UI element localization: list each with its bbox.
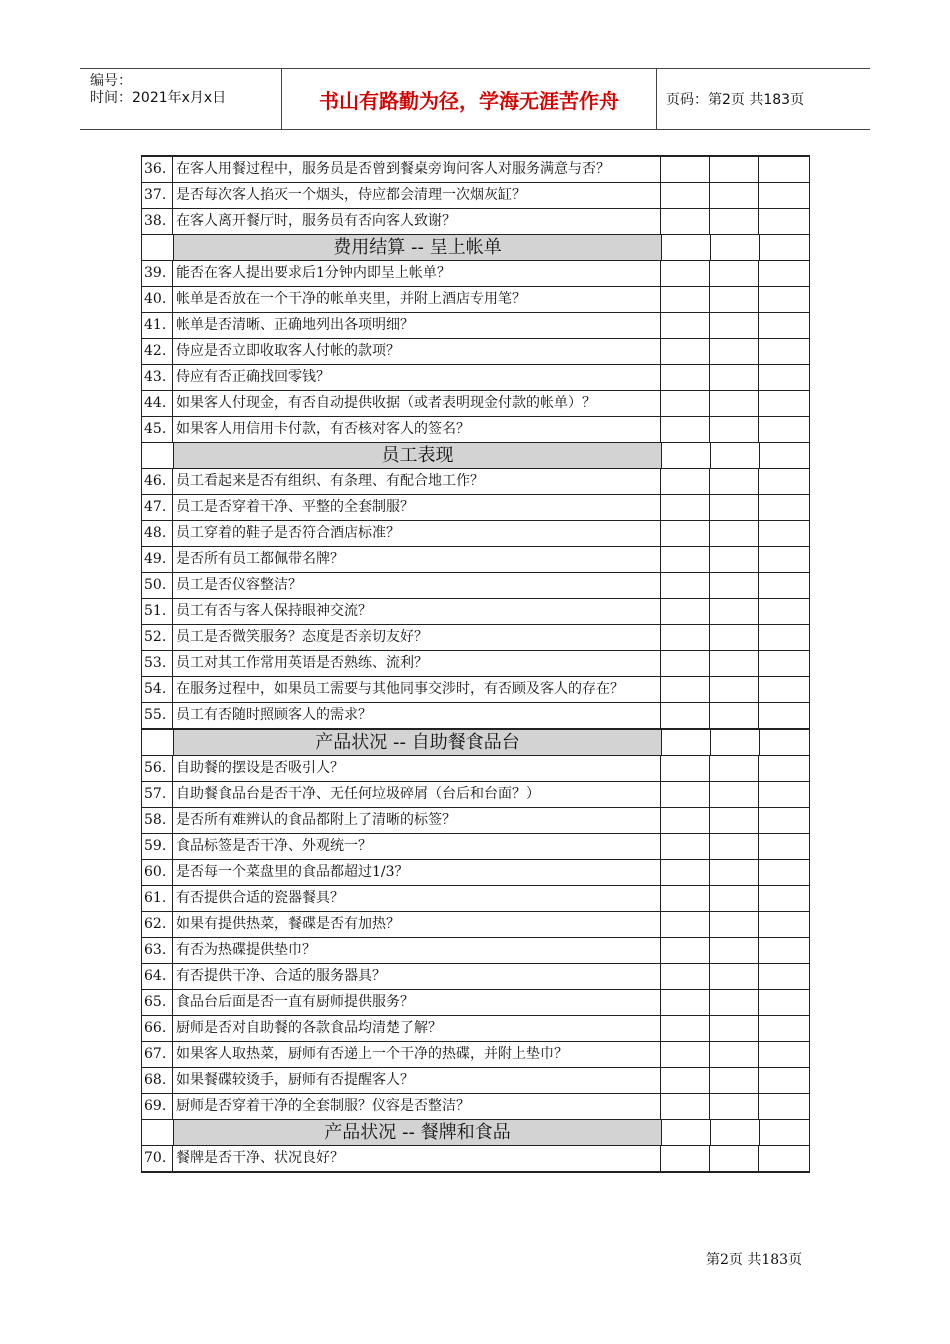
check-cell[interactable] — [710, 339, 759, 364]
item-question: 能否在客人提出要求后1分钟内即呈上帐单？ — [173, 261, 661, 286]
check-cell[interactable] — [759, 912, 807, 937]
item-question: 如果客人用信用卡付款，有否核对客人的签名？ — [173, 417, 661, 442]
item-number: 49. — [142, 547, 173, 572]
check-cell[interactable] — [662, 443, 711, 468]
checklist-row — [142, 365, 809, 391]
document-number-label: 编号： — [90, 73, 132, 89]
page-header — [80, 68, 870, 130]
check-cell[interactable] — [760, 1120, 808, 1145]
item-number: 44. — [142, 391, 173, 416]
check-cell[interactable] — [661, 157, 710, 182]
checklist-row — [142, 834, 809, 860]
item-number: 66. — [142, 1016, 173, 1041]
check-cell[interactable] — [759, 808, 807, 833]
item-number: 68. — [142, 1068, 173, 1093]
item-question: 如果有提供热菜，餐碟是否有加热？ — [173, 912, 661, 937]
section-number-cell — [142, 730, 174, 755]
checklist-row — [142, 808, 809, 834]
item-question: 帐单是否清晰、正确地列出各项明细？ — [173, 313, 661, 338]
item-number: 70. — [142, 1146, 173, 1171]
checklist-row — [142, 287, 809, 313]
item-number: 54. — [142, 677, 173, 702]
document-date: 时间：2021年x月x日 — [90, 90, 227, 106]
section-number-cell — [142, 443, 174, 468]
check-cell[interactable] — [661, 391, 710, 416]
check-cell[interactable] — [710, 886, 759, 911]
item-question: 员工是否仪容整洁？ — [173, 573, 661, 598]
item-number: 40. — [142, 287, 173, 312]
check-cell[interactable] — [661, 938, 710, 963]
check-cell[interactable] — [710, 599, 759, 624]
section-header-row — [142, 443, 809, 469]
item-number: 65. — [142, 990, 173, 1015]
checklist-row — [142, 157, 809, 183]
check-cell[interactable] — [710, 469, 759, 494]
check-cell[interactable] — [710, 860, 759, 885]
check-cell[interactable] — [662, 1120, 711, 1145]
check-cell[interactable] — [759, 677, 807, 702]
checklist-row — [142, 573, 809, 599]
check-cell[interactable] — [661, 860, 710, 885]
check-cell[interactable] — [661, 469, 710, 494]
header-divider — [656, 69, 657, 129]
check-cell[interactable] — [661, 834, 710, 859]
check-cell[interactable] — [661, 339, 710, 364]
item-number: 50. — [142, 573, 173, 598]
check-cell[interactable] — [710, 261, 759, 286]
item-question: 员工看起来是否有组织、有条理、有配合地工作？ — [173, 469, 661, 494]
checklist-row — [142, 1042, 809, 1068]
check-cell[interactable] — [759, 756, 807, 781]
checklist-row — [142, 964, 809, 990]
item-question: 员工有否随时照顾客人的需求？ — [173, 703, 661, 728]
check-cell[interactable] — [759, 625, 807, 650]
item-number: 67. — [142, 1042, 173, 1067]
check-cell[interactable] — [661, 417, 710, 442]
section-title: 费用结算 -- 呈上帐单 — [174, 235, 662, 260]
check-cell[interactable] — [760, 443, 808, 468]
item-number: 46. — [142, 469, 173, 494]
header-page-number: 页码：第2页 共183页 — [666, 92, 805, 108]
check-cell[interactable] — [711, 235, 760, 260]
checklist-row — [142, 756, 809, 782]
check-cell[interactable] — [760, 730, 808, 755]
check-cell[interactable] — [759, 651, 807, 676]
check-cell[interactable] — [759, 339, 807, 364]
check-cell[interactable] — [759, 209, 807, 234]
check-cell[interactable] — [710, 1042, 759, 1067]
item-question: 餐牌是否干净、状况良好？ — [173, 1146, 661, 1171]
check-cell[interactable] — [710, 313, 759, 338]
item-question: 食品标签是否干净、外观统一？ — [173, 834, 661, 859]
check-cell[interactable] — [661, 183, 710, 208]
checklist-row — [142, 339, 809, 365]
checklist-row — [142, 912, 809, 938]
checklist-row — [142, 313, 809, 339]
item-question: 自助餐的摆设是否吸引人？ — [173, 756, 661, 781]
check-cell[interactable] — [710, 521, 759, 546]
item-question: 厨师是否对自助餐的各款食品均清楚了解？ — [173, 1016, 661, 1041]
check-cell[interactable] — [661, 547, 710, 572]
check-cell[interactable] — [661, 677, 710, 702]
check-cell[interactable] — [661, 495, 710, 520]
check-cell[interactable] — [710, 1068, 759, 1093]
check-cell[interactable] — [710, 703, 759, 728]
item-number: 47. — [142, 495, 173, 520]
check-cell[interactable] — [662, 235, 711, 260]
header-motto: 书山有路勤为径，学海无涯苦作舟 — [319, 88, 619, 113]
item-number: 55. — [142, 703, 173, 728]
section-header-row — [142, 730, 809, 756]
item-number: 61. — [142, 886, 173, 911]
check-cell[interactable] — [661, 599, 710, 624]
check-cell[interactable] — [710, 417, 759, 442]
check-cell[interactable] — [759, 183, 807, 208]
item-question: 是否每次客人掐灭一个烟头，侍应都会清理一次烟灰缸？ — [173, 183, 661, 208]
check-cell[interactable] — [710, 625, 759, 650]
checklist-row — [142, 782, 809, 808]
checklist-row — [142, 183, 809, 209]
checklist-row — [142, 703, 809, 730]
item-question: 帐单是否放在一个干净的帐单夹里，并附上酒店专用笔？ — [173, 287, 661, 312]
check-cell[interactable] — [661, 808, 710, 833]
item-question: 有否为热碟提供垫巾？ — [173, 938, 661, 963]
item-number: 60. — [142, 860, 173, 885]
check-cell[interactable] — [759, 938, 807, 963]
check-cell[interactable] — [759, 157, 807, 182]
check-cell[interactable] — [759, 886, 807, 911]
check-cell[interactable] — [661, 261, 710, 286]
check-cell[interactable] — [710, 808, 759, 833]
check-cell[interactable] — [710, 677, 759, 702]
checklist-row — [142, 599, 809, 625]
check-cell[interactable] — [710, 573, 759, 598]
item-question: 如果餐碟较烫手，厨师有否提醒客人？ — [173, 1068, 661, 1093]
item-question: 是否每一个菜盘里的食品都超过1/3？ — [173, 860, 661, 885]
item-number: 63. — [142, 938, 173, 963]
checklist-row — [142, 677, 809, 703]
item-question: 如果客人付现金，有否自动提供收据（或者表明现金付款的帐单）？ — [173, 391, 661, 416]
check-cell[interactable] — [759, 547, 807, 572]
check-cell[interactable] — [710, 1146, 759, 1171]
checklist-row — [142, 521, 809, 547]
check-cell[interactable] — [759, 469, 807, 494]
check-cell[interactable] — [759, 495, 807, 520]
item-number: 51. — [142, 599, 173, 624]
check-cell[interactable] — [661, 521, 710, 546]
item-question: 在服务过程中，如果员工需要与其他同事交涉时，有否顾及客人的存在？ — [173, 677, 661, 702]
checklist-row — [142, 886, 809, 912]
item-question: 是否所有员工都佩带名牌？ — [173, 547, 661, 572]
item-number: 41. — [142, 313, 173, 338]
check-cell[interactable] — [710, 990, 759, 1015]
item-number: 69. — [142, 1094, 173, 1119]
item-question: 自助餐食品台是否干净、无任何垃圾碎屑（台后和台面？） — [173, 782, 661, 807]
item-number: 62. — [142, 912, 173, 937]
check-cell[interactable] — [661, 1146, 710, 1171]
check-cell[interactable] — [710, 912, 759, 937]
checklist-row — [142, 417, 809, 443]
check-cell[interactable] — [710, 964, 759, 989]
item-question: 侍应有否正确找回零钱？ — [173, 365, 661, 390]
section-title: 产品状况 -- 自助餐食品台 — [174, 730, 662, 755]
checklist-row — [142, 990, 809, 1016]
check-cell[interactable] — [661, 573, 710, 598]
item-question: 食品台后面是否一直有厨师提供服务？ — [173, 990, 661, 1015]
check-cell[interactable] — [710, 287, 759, 312]
item-question: 有否提供合适的瓷器餐具？ — [173, 886, 661, 911]
item-question: 厨师是否穿着干净的全套制服？仪容是否整洁？ — [173, 1094, 661, 1119]
section-number-cell — [142, 235, 174, 260]
checklist-row — [142, 625, 809, 651]
item-number: 42. — [142, 339, 173, 364]
check-cell[interactable] — [661, 209, 710, 234]
check-cell[interactable] — [759, 521, 807, 546]
check-cell[interactable] — [662, 730, 711, 755]
check-cell[interactable] — [759, 964, 807, 989]
checklist-row — [142, 547, 809, 573]
check-cell[interactable] — [759, 1094, 807, 1119]
checklist-row — [142, 1094, 809, 1120]
check-cell[interactable] — [661, 1016, 710, 1041]
checklist-row — [142, 938, 809, 964]
check-cell[interactable] — [710, 834, 759, 859]
item-question: 员工是否穿着干净、平整的全套制服？ — [173, 495, 661, 520]
check-cell[interactable] — [661, 703, 710, 728]
checklist-row — [142, 860, 809, 886]
item-question: 员工对其工作常用英语是否熟练、流利？ — [173, 651, 661, 676]
check-cell[interactable] — [661, 287, 710, 312]
check-cell[interactable] — [661, 782, 710, 807]
item-question: 是否所有难辨认的食品都附上了清晰的标签？ — [173, 808, 661, 833]
item-question: 员工穿着的鞋子是否符合酒店标准？ — [173, 521, 661, 546]
section-header-row — [142, 1120, 809, 1146]
check-cell[interactable] — [759, 313, 807, 338]
item-number: 57. — [142, 782, 173, 807]
check-cell[interactable] — [759, 391, 807, 416]
check-cell[interactable] — [661, 886, 710, 911]
check-cell[interactable] — [661, 964, 710, 989]
item-number: 59. — [142, 834, 173, 859]
check-cell[interactable] — [711, 443, 760, 468]
check-cell[interactable] — [710, 183, 759, 208]
section-number-cell — [142, 1120, 174, 1145]
check-cell[interactable] — [711, 730, 760, 755]
check-cell[interactable] — [710, 365, 759, 390]
item-number: 36. — [142, 157, 173, 182]
check-cell[interactable] — [759, 1042, 807, 1067]
check-cell[interactable] — [710, 756, 759, 781]
footer-page-number: 第2页 共183页 — [706, 1252, 803, 1268]
item-question: 在客人离开餐厅时，服务员有否向客人致谢？ — [173, 209, 661, 234]
checklist-table — [141, 155, 810, 1173]
check-cell[interactable] — [710, 391, 759, 416]
item-number: 52. — [142, 625, 173, 650]
check-cell[interactable] — [759, 1068, 807, 1093]
item-question: 员工是否微笑服务？态度是否亲切友好？ — [173, 625, 661, 650]
item-number: 64. — [142, 964, 173, 989]
check-cell[interactable] — [710, 1016, 759, 1041]
check-cell[interactable] — [661, 1094, 710, 1119]
checklist-row — [142, 1068, 809, 1094]
item-number: 58. — [142, 808, 173, 833]
item-number: 53. — [142, 651, 173, 676]
item-number: 56. — [142, 756, 173, 781]
checklist-row — [142, 391, 809, 417]
item-question: 如果客人取热菜，厨师有否递上一个干净的热碟，并附上垫巾？ — [173, 1042, 661, 1067]
check-cell[interactable] — [661, 1042, 710, 1067]
check-cell[interactable] — [759, 599, 807, 624]
check-cell[interactable] — [759, 261, 807, 286]
check-cell[interactable] — [759, 782, 807, 807]
check-cell[interactable] — [661, 625, 710, 650]
check-cell[interactable] — [759, 990, 807, 1015]
checklist-row — [142, 261, 809, 287]
check-cell[interactable] — [710, 209, 759, 234]
item-question: 员工有否与客人保持眼神交流？ — [173, 599, 661, 624]
check-cell[interactable] — [710, 782, 759, 807]
check-cell[interactable] — [710, 651, 759, 676]
check-cell[interactable] — [711, 1120, 760, 1145]
check-cell[interactable] — [710, 547, 759, 572]
check-cell[interactable] — [759, 1146, 807, 1171]
check-cell[interactable] — [759, 834, 807, 859]
section-title: 产品状况 -- 餐牌和食品 — [174, 1120, 662, 1145]
item-question: 有否提供干净、合适的服务器具？ — [173, 964, 661, 989]
item-number: 43. — [142, 365, 173, 390]
section-title: 员工表现 — [174, 443, 662, 468]
check-cell[interactable] — [661, 1068, 710, 1093]
checklist-row — [142, 209, 809, 235]
checklist-row — [142, 469, 809, 495]
header-meta — [90, 73, 226, 107]
checklist-row — [142, 651, 809, 677]
item-number: 38. — [142, 209, 173, 234]
checklist-row — [142, 495, 809, 521]
check-cell[interactable] — [759, 573, 807, 598]
checklist-row — [142, 1146, 809, 1171]
check-cell[interactable] — [661, 756, 710, 781]
check-cell[interactable] — [710, 495, 759, 520]
check-cell[interactable] — [759, 365, 807, 390]
check-cell[interactable] — [759, 860, 807, 885]
item-number: 48. — [142, 521, 173, 546]
check-cell[interactable] — [661, 651, 710, 676]
check-cell[interactable] — [710, 938, 759, 963]
check-cell[interactable] — [759, 417, 807, 442]
check-cell[interactable] — [759, 287, 807, 312]
item-number: 37. — [142, 183, 173, 208]
item-number: 45. — [142, 417, 173, 442]
item-question: 侍应是否立即收取客人付帐的款项？ — [173, 339, 661, 364]
check-cell[interactable] — [661, 313, 710, 338]
check-cell[interactable] — [710, 1094, 759, 1119]
check-cell[interactable] — [759, 703, 807, 728]
item-question: 在客人用餐过程中，服务员是否曾到餐桌旁询问客人对服务满意与否？ — [173, 157, 661, 182]
check-cell[interactable] — [661, 912, 710, 937]
check-cell[interactable] — [759, 1016, 807, 1041]
item-number: 39. — [142, 261, 173, 286]
section-header-row — [142, 235, 809, 261]
check-cell[interactable] — [661, 990, 710, 1015]
check-cell[interactable] — [710, 157, 759, 182]
checklist-row — [142, 1016, 809, 1042]
check-cell[interactable] — [661, 365, 710, 390]
check-cell[interactable] — [760, 235, 808, 260]
